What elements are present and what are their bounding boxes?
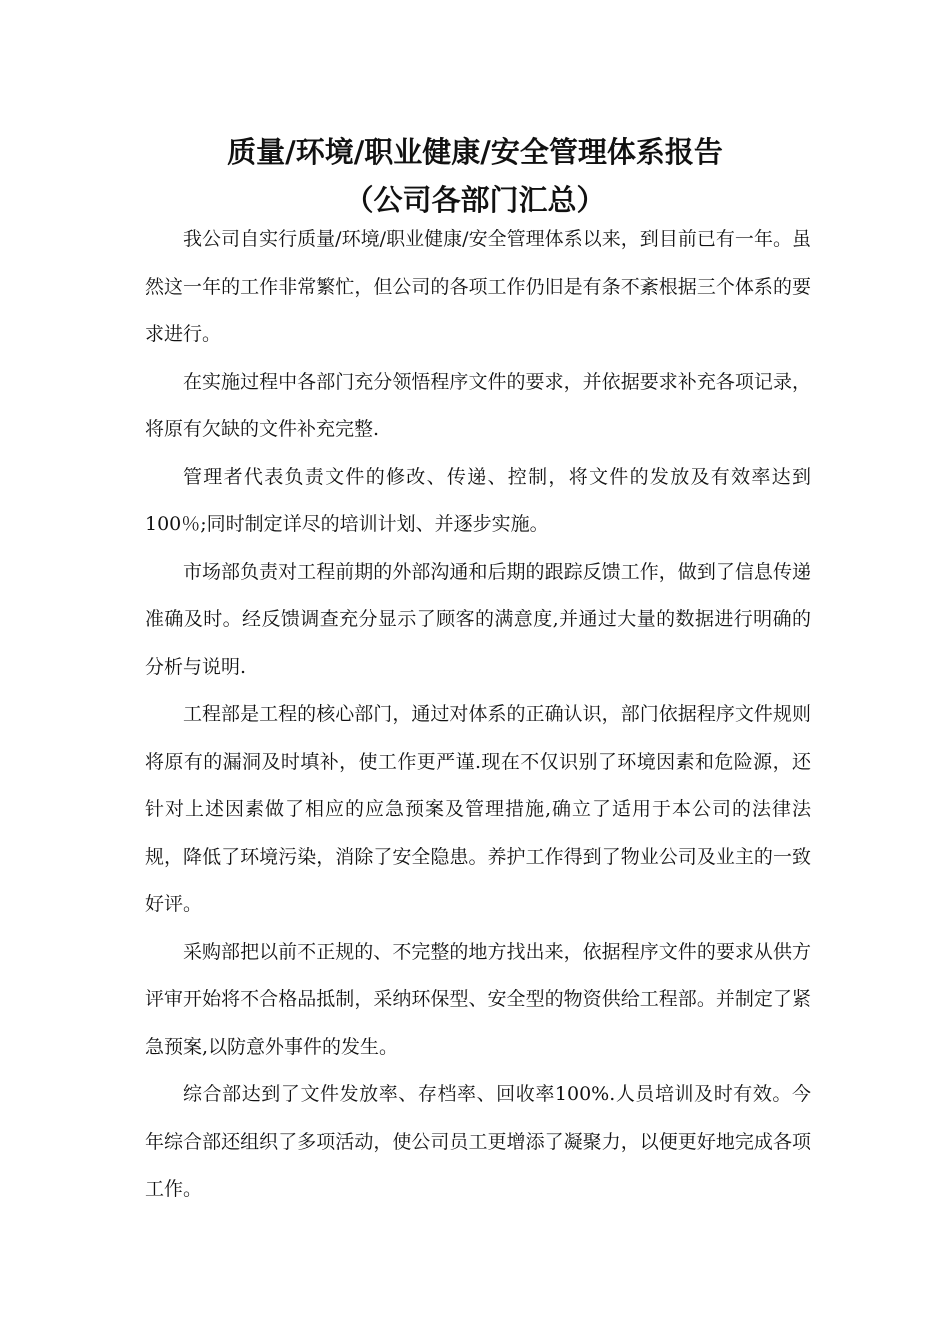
paragraph-marketing: 市场部负责对工程前期的外部沟通和后期的跟踪反馈工作，做到了信息传递准确及时。经反馈调查充分显示了顾客的满意度,并通过大量的数据进行明确的分析与说明. bbox=[145, 560, 811, 678]
document-title bbox=[0, 128, 950, 224]
paragraph-procurement: 采购部把以前不正规的、不完整的地方找出来，依据程序文件的要求从供方评审开始将不合格品抵制，采纳环保型、安全型的物资供给工程部。并制定了紧急预案,以防意外事件的发生。 bbox=[145, 940, 811, 1058]
paragraph-management-rep: 管理者代表负责文件的修改、传递、控制，将文件的发放及有效率达到100％;同时制定详尽的培训计划、并逐步实施。 bbox=[145, 465, 811, 535]
paragraph-general-affairs: 综合部达到了文件发放率、存档率、回收率100%.人员培训及时有效。今年综合部还组织了多项活动，使公司员工更增添了凝聚力，以便更好地完成各项工作。 bbox=[145, 1083, 811, 1200]
paragraph-implementation: 在实施过程中各部门充分领悟程序文件的要求，并依据要求补充各项记录，将原有欠缺的文件补充完整. bbox=[145, 370, 811, 440]
paragraph-engineering: 工程部是工程的核心部门，通过对体系的正确认识，部门依据程序文件规则将原有的漏洞及时填补，使工作更严谨.现在不仅识别了环境因素和危险源，还针对上述因素做了相应的应急预案及管理措施,确立了适用于本公司的法律法规，降低了环境污染，消除了安全隐患。养护工作得到了物业公司及业主的一致好评。 bbox=[145, 703, 811, 915]
title-line-1: 质量/环境/职业健康/安全管理体系报告 bbox=[227, 135, 723, 169]
document-body bbox=[145, 216, 811, 1214]
paragraph-intro: 我公司自实行质量/环境/职业健康/安全管理体系以来，到目前已有一年。虽然这一年的工作非常繁忙，但公司的各项工作仍旧是有条不紊根据三个体系的要求进行。 bbox=[145, 228, 811, 345]
title-line-2: （公司各部门汇总） bbox=[344, 183, 606, 217]
